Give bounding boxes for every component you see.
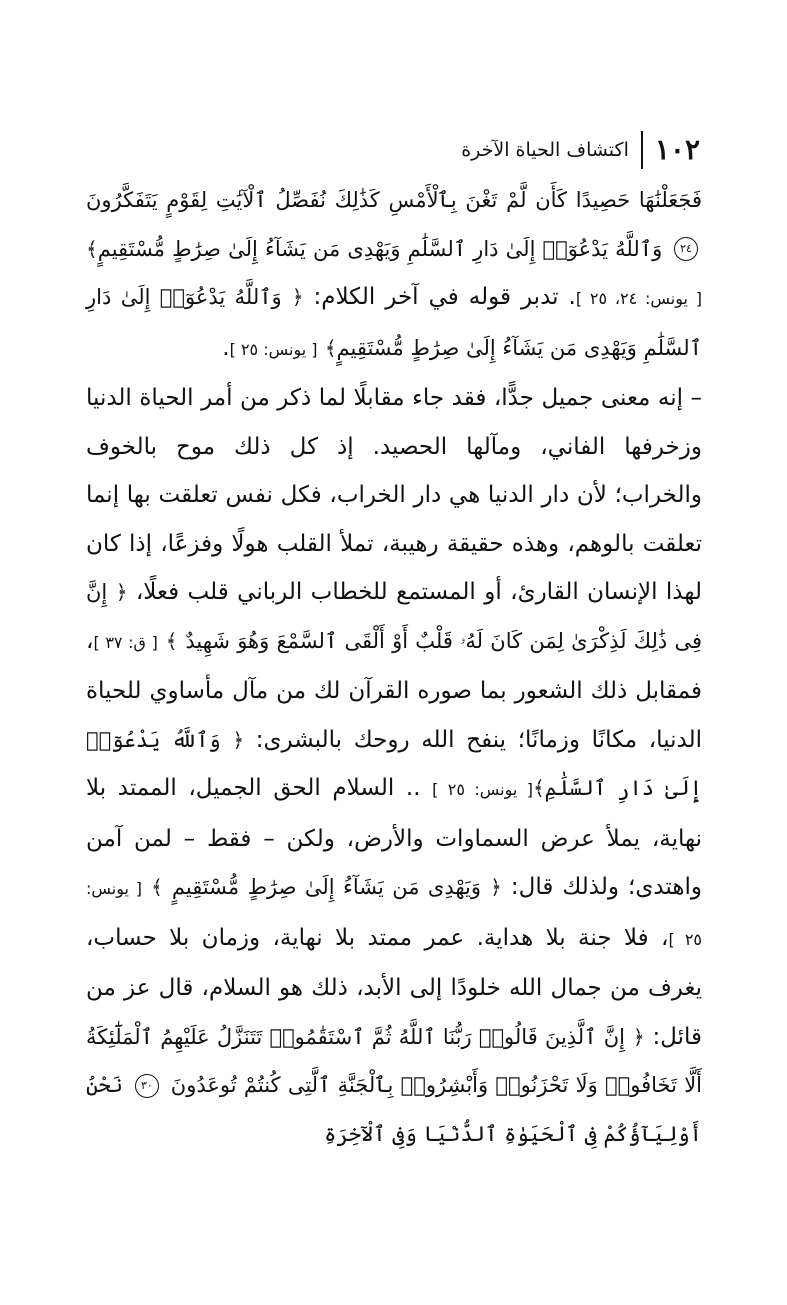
quran-verse: نَحْنُ أَوْلِيَآؤُكُمْ فِى ٱلْحَيَوٰةِ ٱلدُّنْيَا وَفِى ٱلْآخِرَةِ [86, 1073, 702, 1146]
opening-bracket: ﴿ [632, 1024, 645, 1049]
verse-reference: [ يونس: ٢٤، ٢٥ ] [575, 289, 703, 308]
verse-reference: [ ق: ٣٧ ] [93, 632, 158, 652]
body-text-segment: .. السلام الحق الجميل، الممتد بلا نهاية، يملأ عرض السماوات والأرض، ولكن – فقط – لمن آمن واهتدى؛ ولذلك قال: [86, 775, 703, 900]
sentence-end: . [222, 334, 230, 361]
quran-verse: وَٱللَّهُ يَدْعُوٓا۟ إِلَىٰ دَارِ ٱلسَّلَٰمِ وَيَهْدِى مَن يَشَآءُ إِلَىٰ صِرَٰطٍ مُّسْتَقِيمٍ [97, 236, 663, 261]
verse-reference: [ يونس: ٢٥ ] [86, 879, 703, 949]
opening-bracket: ﴿ [490, 875, 502, 899]
opening-bracket: ﴿ [291, 285, 304, 309]
verse-reference: [ يونس: ٢٥ ] [229, 339, 318, 359]
verse-reference: [ يونس: ٢٥ ] [432, 780, 533, 799]
quran-verse: وَٱللَّهُ يَدْعُوٓا۟ إِلَىٰ دَارِ ٱلسَّلَٰمِ وَيَهْدِى مَن يَشَآءُ إِلَىٰ صِرَٰطٍ مُّسْتَقِيمٍ [86, 285, 702, 360]
running-title: اكتشاف الحياة الآخرة [461, 139, 629, 161]
opening-bracket: ﴿ [232, 727, 245, 752]
body-text [86, 176, 702, 1158]
closing-bracket: ﴾ [86, 236, 98, 261]
body-text-segment: ، فمقابل ذلك الشعور بما صوره القرآن لك من مآل مأساوي للحياة الدنيا، مكانًا وزمانًا؛ ينفح الله روحك بالبشرى: [86, 627, 703, 753]
verse-number-marker: ٢٤ [674, 237, 698, 261]
body-text-segment: – إنه معنى جميل جدًّا، فقد جاء مقابلًا لما ذكر من أمر الحياة الدنيا وزخرفها الفاني، ومآلها الحصيد. إذ كل ذلك موح بالخوف والخراب؛ لأن دار الدنيا هي دار الخراب، فكل نفس تعلقت بها إنما تعلقت بالوهم، وهذه حقيقة رهيبة، تملأ القلب هولًا وفزعًا، إذا كان لهذا الإنسان القارئ، أو المستمع للخطاب الرباني قلب فعلًا، [86, 385, 702, 605]
quran-verse: وَيَهْدِى مَن يَشَآءُ إِلَىٰ صِرَٰطٍ مُّسْتَقِيمٍ [171, 875, 482, 899]
header-divider [641, 131, 643, 169]
page-header [60, 128, 700, 172]
quran-verse: فَجَعَلْنَٰهَا حَصِيدًا كَأَن لَّمْ تَغْنَ بِٱلْأَمْسِ كَذَٰلِكَ نُفَصِّلُ ٱلْآيَٰتِ لِقَوْمٍ يَتَفَكَّرُونَ [86, 188, 702, 212]
quran-verse: إِنَّ فِى ذَٰلِكَ لَذِكْرَىٰ لِمَن كَانَ لَهُۥ قَلْبٌ أَوْ أَلْقَى ٱلسَّمْعَ وَهُوَ شَهِيدٌ [86, 580, 703, 653]
opening-bracket: ﴿ [115, 580, 128, 604]
quran-verse: وَٱللَّهُ يَدْعُوٓا۟ إِلَىٰ دَارِ ٱلسَّلَٰمِ [86, 727, 702, 800]
paragraph-1 [86, 176, 702, 374]
closing-bracket: ﴾ [165, 628, 178, 653]
page-number: ١٠٢ [654, 133, 700, 166]
body-text-segment: . تدبر قوله في آخر الكلام: [313, 284, 576, 310]
quran-verse: إِنَّ ٱلَّذِينَ قَالُوا۟ رَبُّنَا ٱللَّهُ ثُمَّ ٱسْتَقَٰمُوا۟ تَتَنَزَّلُ عَلَيْهِمُ ٱلْمَلَٰٓئِكَةُ أَلَّا تَخَافُوا۟ وَلَا تَحْزَنُوا۟ وَأَبْشِرُوا۟ بِٱلْجَنَّةِ ٱلَّتِى كُنتُمْ تُوعَدُونَ [86, 1024, 703, 1097]
paragraph-2 [86, 374, 702, 1158]
closing-bracket: ﴾ [324, 335, 337, 360]
verse-number-marker: ٣٠ [135, 1074, 159, 1098]
body-text-segment: ، فلا جنة بلا هداية. عمر ممتد بلا نهاية، وزمان بلا حساب، يغرف من جمال الله خلودًا إلى الأبد، ذلك هو السلام، قال عز من قائل: [86, 924, 703, 1050]
closing-bracket: ﴾ [532, 776, 545, 800]
closing-bracket: ﴾ [151, 875, 163, 899]
